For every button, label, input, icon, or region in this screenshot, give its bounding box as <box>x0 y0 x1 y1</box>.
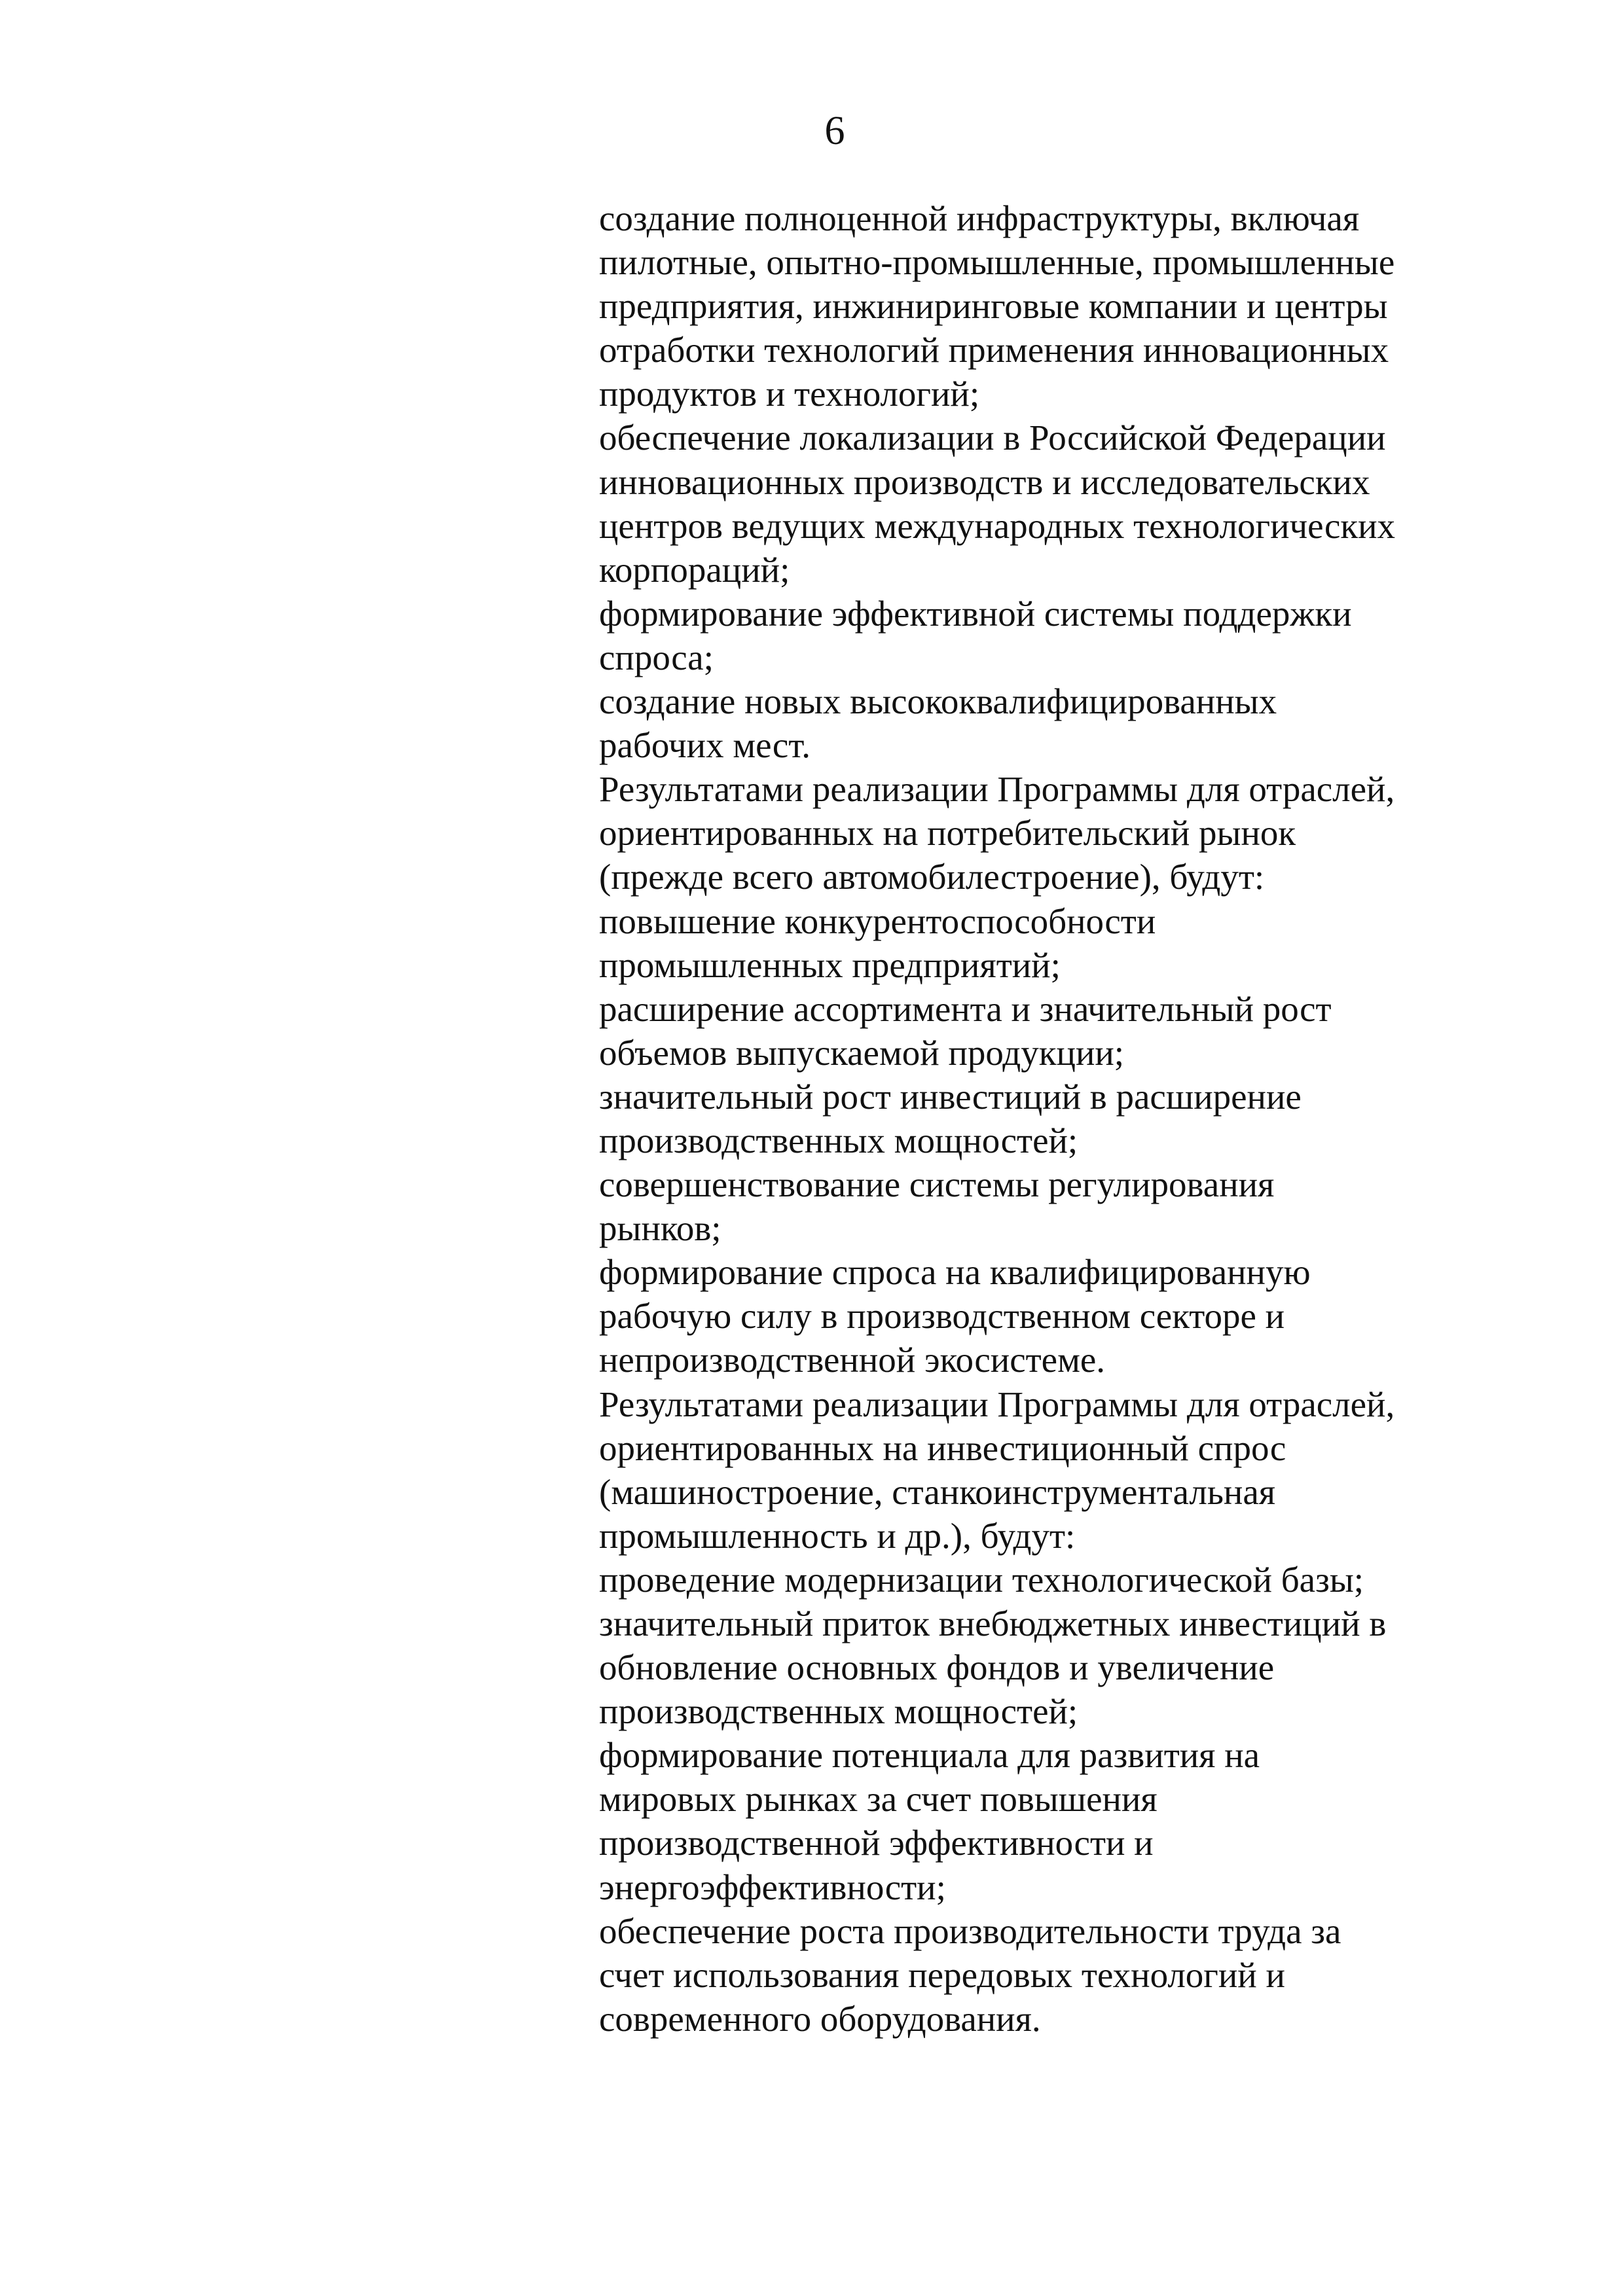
text-line: обновление основных фондов и увеличение <box>599 1647 1275 1688</box>
text-line: производственных мощностей; <box>599 1120 1078 1160</box>
text-line: рабочую силу в производственном секторе и <box>599 1296 1285 1336</box>
text-line: пилотные, опытно-промышленные, промышленные <box>599 242 1395 283</box>
text-line: значительный рост инвестиций в расширение <box>599 1076 1302 1117</box>
text-line: объемов выпускаемой продукции; <box>599 1032 1125 1073</box>
text-line: предприятия, инжиниринговые компании и центры <box>599 286 1388 327</box>
text-line: формирование спроса на квалифицированную <box>599 1252 1311 1293</box>
text-line: обеспечение локализации в Российской Федерации <box>599 418 1386 458</box>
text-line: непроизводственной экосистеме. <box>599 1340 1106 1380</box>
text-line: энергоэффективности; <box>599 1867 946 1907</box>
text-line: рабочих мест. <box>599 725 811 766</box>
text-line: проведение модернизации технологической базы; <box>599 1559 1364 1600</box>
text-line: счет использования передовых технологий и <box>599 1954 1285 1995</box>
text-line: производственной эффективности и <box>599 1823 1154 1863</box>
text-line: производственных мощностей; <box>599 1691 1078 1732</box>
text-line: промышленность и др.), будут: <box>599 1515 1076 1556</box>
text-line: промышленных предприятий; <box>599 944 1061 985</box>
text-line: Результатами реализации Программы для отраслей, <box>599 769 1395 810</box>
text-line: (прежде всего автомобилестроение), будут: <box>599 857 1265 897</box>
text-line: современного оборудования. <box>599 1998 1041 2039</box>
text-line: инновационных производств и исследовательских <box>599 461 1370 502</box>
text-line: расширение ассортимента и значительный рост <box>599 988 1332 1029</box>
text-line: создание новых высококвалифицированных <box>599 681 1277 722</box>
text-line: ориентированных на инвестиционный спрос <box>599 1427 1286 1468</box>
text-line: центров ведущих международных технологических <box>599 505 1396 546</box>
text-line: продуктов и технологий; <box>599 374 980 414</box>
text-line: создание полноценной инфраструктуры, включая <box>599 198 1360 238</box>
text-line: повышение конкурентоспособности <box>599 901 1156 941</box>
page-number: 6 <box>824 109 845 153</box>
text-line: формирование эффективной системы поддержки <box>599 593 1352 634</box>
text-line: отработки технологий применения инновационных <box>599 330 1389 370</box>
text-line: мировых рынках за счет повышения <box>599 1779 1158 1820</box>
text-line: обеспечение роста производительности труда за <box>599 1910 1341 1951</box>
text-line: Результатами реализации Программы для отраслей, <box>599 1384 1395 1424</box>
body-text <box>599 196 1516 2041</box>
text-line: формирование потенциала для развития на <box>599 1735 1260 1776</box>
text-line: рынков; <box>599 1208 721 1249</box>
text-line: ориентированных на потребительский рынок <box>599 813 1296 853</box>
text-line: спроса; <box>599 637 714 677</box>
text-line: (машиностроение, станкоинструментальная <box>599 1471 1276 1512</box>
text-line: корпораций; <box>599 549 790 590</box>
text-line: значительный приток внебюджетных инвестиций в <box>599 1604 1387 1643</box>
text-line: совершенствование системы регулирования <box>599 1164 1275 1205</box>
